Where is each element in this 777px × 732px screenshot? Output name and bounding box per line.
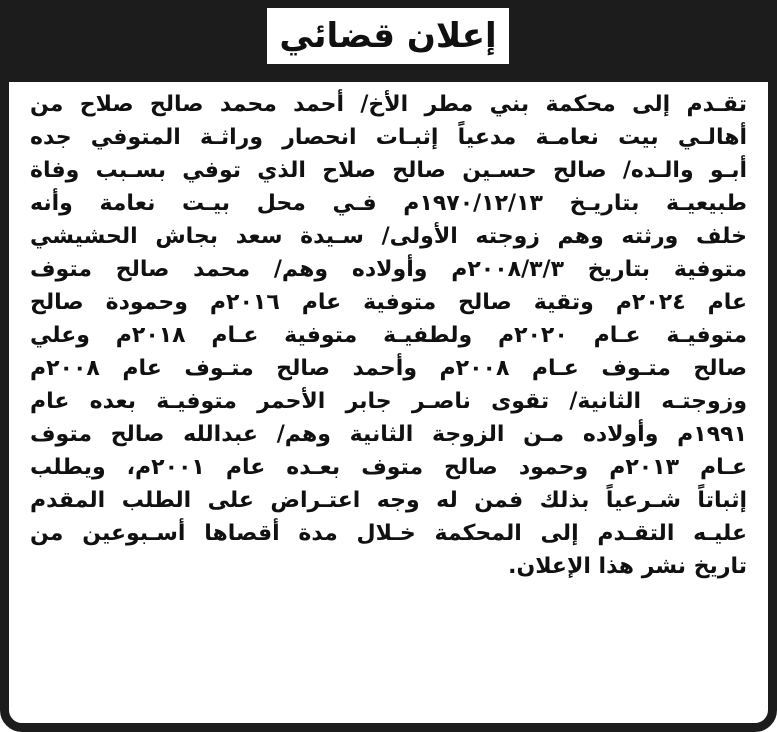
notice-line: عليـه التقـدم إلى المحكمة خـلال مدة أقصاها أسـبوعين من: [30, 521, 747, 546]
notice-line: طبيعيـة بتاريـخ ١٩٧٠/١٢/١٣م فـي محل بيـت نعامة وأنه: [30, 191, 747, 216]
notice-line: أهالـي بيت نعامـة مدعياً إثبـات انحصار وراثـة المتوفي جده: [30, 125, 747, 150]
notice-line: عـام ٢٠١٣م وحمود صالح متوف بعـده عام ٢٠٠١م، ويطلب: [30, 455, 747, 480]
notice-line: تقـدم إلى محكمة بني مطر الأخ/ أحمد محمد صالح صلاح من: [30, 92, 747, 117]
title-box: [263, 4, 513, 68]
notice-line: متوفية بتاريخ ٢٠٠٨/٣/٣م وأولاده وهم/ محمد صالح متوف: [30, 257, 747, 282]
notice-line: إثباتاً شـرعياً بذلك فمن له وجه اعتـراض على الطلب المقدم: [30, 488, 747, 513]
notice-line: خلف ورثته وهم زوجته الأولى/ سـيدة سعد بجاش الحشيشي: [30, 224, 747, 249]
notice-line: وزوجتـه الثانية/ تقوى ناصـر جابر الأحمر متوفيـة بعده عام: [30, 389, 747, 414]
notice-line: صالح متـوف عـام ٢٠٠٨م وأحمد صالح متـوف عام ٢٠٠٨م: [30, 356, 747, 381]
title-bar: [0, 0, 777, 82]
notice-line: ١٩٩١م وأولاده مـن الزوجة الثانية وهم/ عبدالله صالح متوف: [30, 422, 747, 447]
notice-line: عام ٢٠٢٤م وتقية صالح متوفية عام ٢٠١٦م وحمودة صالح: [30, 290, 747, 315]
notice-line: أبـو والـده/ صالح حسـين صالح صلاح الذي توفي بسـبب وفاة: [30, 158, 747, 183]
notice-line: متوفيـة عـام ٢٠٢٠م ولطفيـة متوفية عـام ٢٠١٨م وعلي: [30, 323, 747, 348]
notice-body: [30, 88, 747, 583]
notice-title: إعلان قضائي: [279, 16, 497, 56]
notice-line: تاريخ نشر هذا الإعلان.: [508, 554, 747, 579]
